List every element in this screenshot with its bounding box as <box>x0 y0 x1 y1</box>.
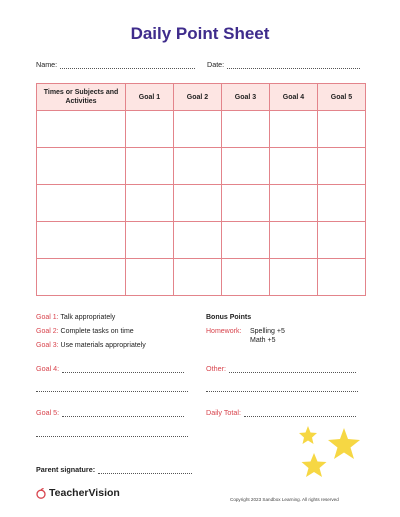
copyright-notice: Copyright 2023 Sandbox Learning. All rights reserved <box>230 497 339 502</box>
goal-point-cell[interactable] <box>222 148 270 185</box>
goal-5-blank-line-2[interactable] <box>36 430 188 437</box>
parent-signature-label: Parent signature: <box>36 465 96 474</box>
other-blank-line[interactable] <box>229 366 356 373</box>
other-blank-line-2[interactable] <box>206 385 358 392</box>
goal-point-cell[interactable] <box>318 111 366 148</box>
parent-signature-blank-line[interactable] <box>98 467 192 474</box>
goal-point-cell[interactable] <box>270 222 318 259</box>
other-second-line[interactable] <box>206 385 358 392</box>
star-icon <box>302 453 327 477</box>
goal-4-row[interactable] <box>36 364 184 373</box>
date-field-row[interactable] <box>207 60 360 69</box>
other-row[interactable] <box>206 364 356 373</box>
date-blank-line[interactable] <box>227 62 360 69</box>
goal-point-cell[interactable] <box>174 111 222 148</box>
table-row <box>37 259 366 296</box>
goal-1-label: Goal 1: <box>36 314 59 321</box>
star-icon <box>328 428 360 459</box>
goal-1-row <box>36 314 115 321</box>
homework-spelling: Spelling +5 <box>250 328 285 335</box>
header-goal-3: Goal 3 <box>222 84 270 111</box>
goal-point-cell[interactable] <box>318 259 366 296</box>
goal-point-cell[interactable] <box>126 111 174 148</box>
goal-4-blank-line-2[interactable] <box>36 385 188 392</box>
page-title: Daily Point Sheet <box>130 24 270 43</box>
name-field-row[interactable] <box>36 60 195 69</box>
table-row <box>37 148 366 185</box>
goal-point-cell[interactable] <box>270 148 318 185</box>
activity-cell[interactable] <box>37 222 126 259</box>
table-row <box>37 111 366 148</box>
goal-5-second-line[interactable] <box>36 430 188 437</box>
goal-point-cell[interactable] <box>222 222 270 259</box>
goal-point-cell[interactable] <box>126 222 174 259</box>
bonus-heading: Bonus Points <box>206 314 252 321</box>
goal-point-cell[interactable] <box>270 259 318 296</box>
date-label: Date: <box>207 60 225 69</box>
goal-point-cell[interactable] <box>270 185 318 222</box>
header-goal-1: Goal 1 <box>126 84 174 111</box>
goal-point-cell[interactable] <box>126 259 174 296</box>
goal-3-text: Use materials appropriately <box>60 342 146 349</box>
goal-3-row <box>36 342 146 349</box>
header-goal-2: Goal 2 <box>174 84 222 111</box>
goal-1-text: Talk appropriately <box>60 314 116 321</box>
homework-math: Math +5 <box>250 337 276 344</box>
goal-point-cell[interactable] <box>126 148 174 185</box>
goal-point-cell[interactable] <box>270 111 318 148</box>
goal-4-second-line[interactable] <box>36 385 188 392</box>
name-blank-line[interactable] <box>60 62 195 69</box>
activity-cell[interactable] <box>37 259 126 296</box>
goal-point-cell[interactable] <box>174 148 222 185</box>
goal-point-cell[interactable] <box>222 111 270 148</box>
daily-total-row[interactable] <box>206 408 356 417</box>
name-label: Name: <box>36 60 58 69</box>
goal-point-cell[interactable] <box>318 222 366 259</box>
goal-5-row[interactable] <box>36 408 184 417</box>
header-goal-4: Goal 4 <box>270 84 318 111</box>
parent-signature-row[interactable] <box>36 465 192 474</box>
homework-label: Homework: <box>206 328 242 335</box>
goal-point-cell[interactable] <box>222 259 270 296</box>
goal-point-cell[interactable] <box>222 185 270 222</box>
daily-total-label: Daily Total: <box>206 408 242 417</box>
goal-3-label: Goal 3: <box>36 342 59 349</box>
teachervision-logo <box>36 487 120 499</box>
goal-point-cell[interactable] <box>318 185 366 222</box>
star-icon <box>299 426 317 444</box>
goal-point-cell[interactable] <box>318 148 366 185</box>
point-table <box>36 83 366 296</box>
goal-2-label: Goal 2: <box>36 328 59 335</box>
goal-point-cell[interactable] <box>126 185 174 222</box>
goal-point-cell[interactable] <box>174 222 222 259</box>
goal-5-label: Goal 5: <box>36 408 60 417</box>
stars-decoration <box>290 422 370 484</box>
activity-cell[interactable] <box>37 185 126 222</box>
table-row <box>37 185 366 222</box>
brand-name: TeacherVision <box>49 487 120 499</box>
goal-4-blank-line[interactable] <box>62 366 184 373</box>
activity-cell[interactable] <box>37 148 126 185</box>
daily-total-blank-line[interactable] <box>244 410 356 417</box>
goal-point-cell[interactable] <box>174 259 222 296</box>
goal-2-text: Complete tasks on time <box>60 328 134 335</box>
goal-4-label: Goal 4: <box>36 364 60 373</box>
other-label: Other: <box>206 364 226 373</box>
goal-5-blank-line[interactable] <box>62 410 184 417</box>
goal-2-row <box>36 328 134 335</box>
apple-logo-icon <box>36 488 46 499</box>
goal-point-cell[interactable] <box>174 185 222 222</box>
table-row <box>37 222 366 259</box>
homework-row <box>206 328 241 335</box>
header-activities: Times or Subjects and Activities <box>37 84 126 111</box>
activity-cell[interactable] <box>37 111 126 148</box>
header-goal-5: Goal 5 <box>318 84 366 111</box>
